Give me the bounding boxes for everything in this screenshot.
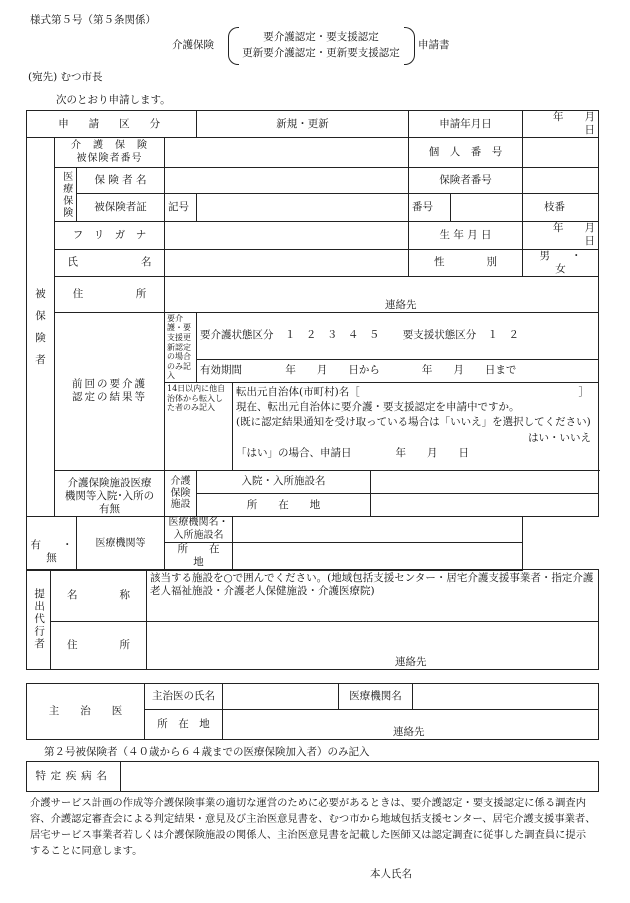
insurer-number-field[interactable] bbox=[523, 168, 599, 194]
doctor-table bbox=[26, 683, 599, 740]
transfer-yes-case[interactable]: 「はい」の場合、申請日 年 月 日 bbox=[236, 446, 470, 459]
doctor-name-label: 主治医の氏名 bbox=[145, 684, 223, 710]
transfer-yes-no[interactable]: はい・いいえ bbox=[528, 431, 592, 444]
doctor-label: 主 治 医 bbox=[27, 684, 145, 740]
signature-label: 本人氏名 bbox=[370, 868, 412, 880]
care-level-label: 要介護状態区分 bbox=[200, 329, 274, 342]
consent-text: 介護サービス計画の作成等介護保険事業の適切な運営のために必要があるときは、要介護認定・要支援認定に係る調査内容、介護認定審査会による判定結果・意見及び主治医意見書を、むつ市から地域包括支援センター、居宅介護支援事業者、居宅サービス事業者若しくは介護保険施設の関係人、主治医意見書を記載した医師又は認定調査に従事した調査員に提示することに同意します。 bbox=[30, 797, 596, 857]
agent-table bbox=[26, 569, 599, 670]
medical-insurance-label: 医療保険 bbox=[55, 168, 77, 222]
transfer-line-3: (既に認定結果通知を受け取っている場合は「いいえ」を選択してください) bbox=[236, 416, 591, 429]
care-facility-name-label: 入院・入所施設名 bbox=[197, 470, 371, 493]
intro-text: 次のとおり申請します。 bbox=[56, 94, 171, 106]
renewal-note: 要介護・要支援更新認定の場合のみ記入 bbox=[165, 312, 197, 382]
edaban-cell[interactable] bbox=[523, 194, 599, 222]
kigo-label: 記号 bbox=[165, 194, 197, 222]
agent-address-label: 住 所 bbox=[51, 622, 147, 670]
doctor-address-label: 所 在 地 bbox=[145, 710, 223, 740]
name-label: 氏 名 bbox=[55, 249, 165, 276]
bango-field[interactable] bbox=[451, 194, 523, 222]
transfer-cell[interactable] bbox=[233, 382, 599, 470]
title-left: 介護保険 bbox=[172, 39, 214, 51]
agent-contact-label: 連絡先 bbox=[395, 655, 427, 668]
agent-name-field[interactable] bbox=[147, 570, 599, 622]
app-type-label: 申 請 区 分 bbox=[27, 111, 197, 138]
bango-label: 番号 bbox=[409, 194, 451, 222]
medical-institution-name-field[interactable] bbox=[233, 517, 523, 543]
sex-label: 性 別 bbox=[409, 249, 523, 276]
personal-number-field[interactable] bbox=[523, 138, 599, 168]
furigana-field[interactable] bbox=[165, 222, 409, 249]
birth-date-label: 生 年 月 日 bbox=[409, 222, 523, 249]
agent-side-label: 提出代行者 bbox=[27, 570, 51, 670]
disease-label: 特定疾病名 bbox=[27, 762, 121, 792]
main-table bbox=[26, 110, 617, 571]
valid-period-row[interactable] bbox=[197, 359, 599, 382]
name-field[interactable] bbox=[165, 249, 409, 276]
title-right: 申請書 bbox=[418, 39, 450, 51]
agent-note: 該当する施設を○で囲んでください。(地域包括支援センター・居宅介護支援事業者・指定介護老人福祉施設・介護老人保健施設・介護医療院) bbox=[150, 572, 594, 598]
title-option-1: 要介護認定・要支援認定 bbox=[263, 31, 379, 43]
valid-period-label: 有効期間 bbox=[200, 364, 243, 377]
medical-institution-location-label: 所 在 地 bbox=[165, 543, 233, 570]
sex-value[interactable]: 男 ・ 女 bbox=[523, 249, 599, 276]
insurer-name-label: 保 険 者 名 bbox=[77, 168, 165, 194]
facility-label: 介護保険施設医療 機関等入院･入所の 有無 bbox=[55, 470, 165, 516]
disease-table bbox=[26, 761, 599, 792]
address-label: 住 所 bbox=[55, 276, 165, 312]
insured-side-label: 被 保 険 者 bbox=[27, 138, 55, 517]
medical-institution-label: 医療機関等 bbox=[77, 517, 165, 570]
doctor-contact-label: 連絡先 bbox=[393, 725, 425, 738]
app-date-value[interactable]: 年 月 日 bbox=[523, 111, 599, 138]
edaban-label: 枝番 bbox=[544, 201, 566, 214]
birth-date-value[interactable]: 年 月 日 bbox=[523, 222, 599, 249]
insured-number-field[interactable] bbox=[165, 138, 409, 168]
kigo-field[interactable] bbox=[197, 194, 409, 222]
insurance-card-label: 被保険者証 bbox=[77, 194, 165, 222]
care-facility-location-label: 所 在 地 bbox=[197, 494, 371, 517]
support-level-label: 要支援状態区分 bbox=[402, 329, 477, 342]
doctor-address-field[interactable] bbox=[223, 710, 599, 740]
care-level-options[interactable]: １ ２ ３ ４ ５ bbox=[284, 329, 380, 342]
address-contact-label: 連絡先 bbox=[385, 298, 417, 311]
transfer-line-1: 転出元自治体(市町村)名［ ］ bbox=[236, 385, 590, 398]
address-field[interactable] bbox=[165, 276, 599, 312]
disease-field[interactable] bbox=[121, 762, 599, 792]
bracket-right bbox=[404, 27, 415, 65]
form-number: 様式第５号（第５条関係） bbox=[30, 14, 156, 26]
support-level-options[interactable]: １ ２ bbox=[487, 329, 520, 342]
care-facility-location-field[interactable] bbox=[371, 494, 599, 517]
transfer-note: 14日以内に他自治体から転入した者のみ記入 bbox=[165, 382, 233, 470]
personal-number-label: 個 人 番 号 bbox=[409, 138, 523, 168]
insurer-number-label: 保険者番号 bbox=[409, 168, 523, 194]
title-options bbox=[238, 29, 404, 61]
doctor-institution-field[interactable] bbox=[413, 684, 599, 710]
addressee: (宛先) むつ市長 bbox=[28, 71, 103, 83]
transfer-line-2: 現在、転出元自治体に要介護・要支援認定を申請中ですか。 bbox=[236, 401, 520, 414]
insurer-name-field[interactable] bbox=[165, 168, 409, 194]
medical-institution-name-label: 医療機関名・入所施設名 bbox=[165, 517, 233, 543]
app-type-value[interactable]: 新規・更新 bbox=[197, 111, 409, 138]
medical-institution-location-field[interactable] bbox=[233, 543, 523, 570]
valid-period-value[interactable]: 年 月 日から 年 月 日まで bbox=[285, 364, 517, 377]
title-option-2: 更新要介護認定・更新要支援認定 bbox=[242, 47, 400, 59]
furigana-label: フ リ ガ ナ bbox=[55, 222, 165, 249]
previous-result-label: 前回の要介護 認定の結果等 bbox=[55, 312, 165, 470]
care-facility-name-field[interactable] bbox=[371, 470, 599, 493]
care-level-row[interactable] bbox=[197, 312, 599, 359]
app-date-label: 申請年月日 bbox=[409, 111, 523, 138]
doctor-institution-label: 医療機関名 bbox=[339, 684, 413, 710]
agent-address-field[interactable] bbox=[147, 622, 599, 670]
care-facility-label: 介護保険施設 bbox=[165, 470, 197, 516]
agent-name-label: 名 称 bbox=[51, 570, 147, 622]
facility-yes-no[interactable]: 有 ・ 無 bbox=[27, 517, 77, 570]
doctor-name-field[interactable] bbox=[223, 684, 339, 710]
second-insured-note: 第２号被保険者（４０歳から６４歳までの医療保険加入者）のみ記入 bbox=[44, 746, 370, 758]
insured-number-label: 介 護 保 険 被保険者番号 bbox=[55, 138, 165, 168]
